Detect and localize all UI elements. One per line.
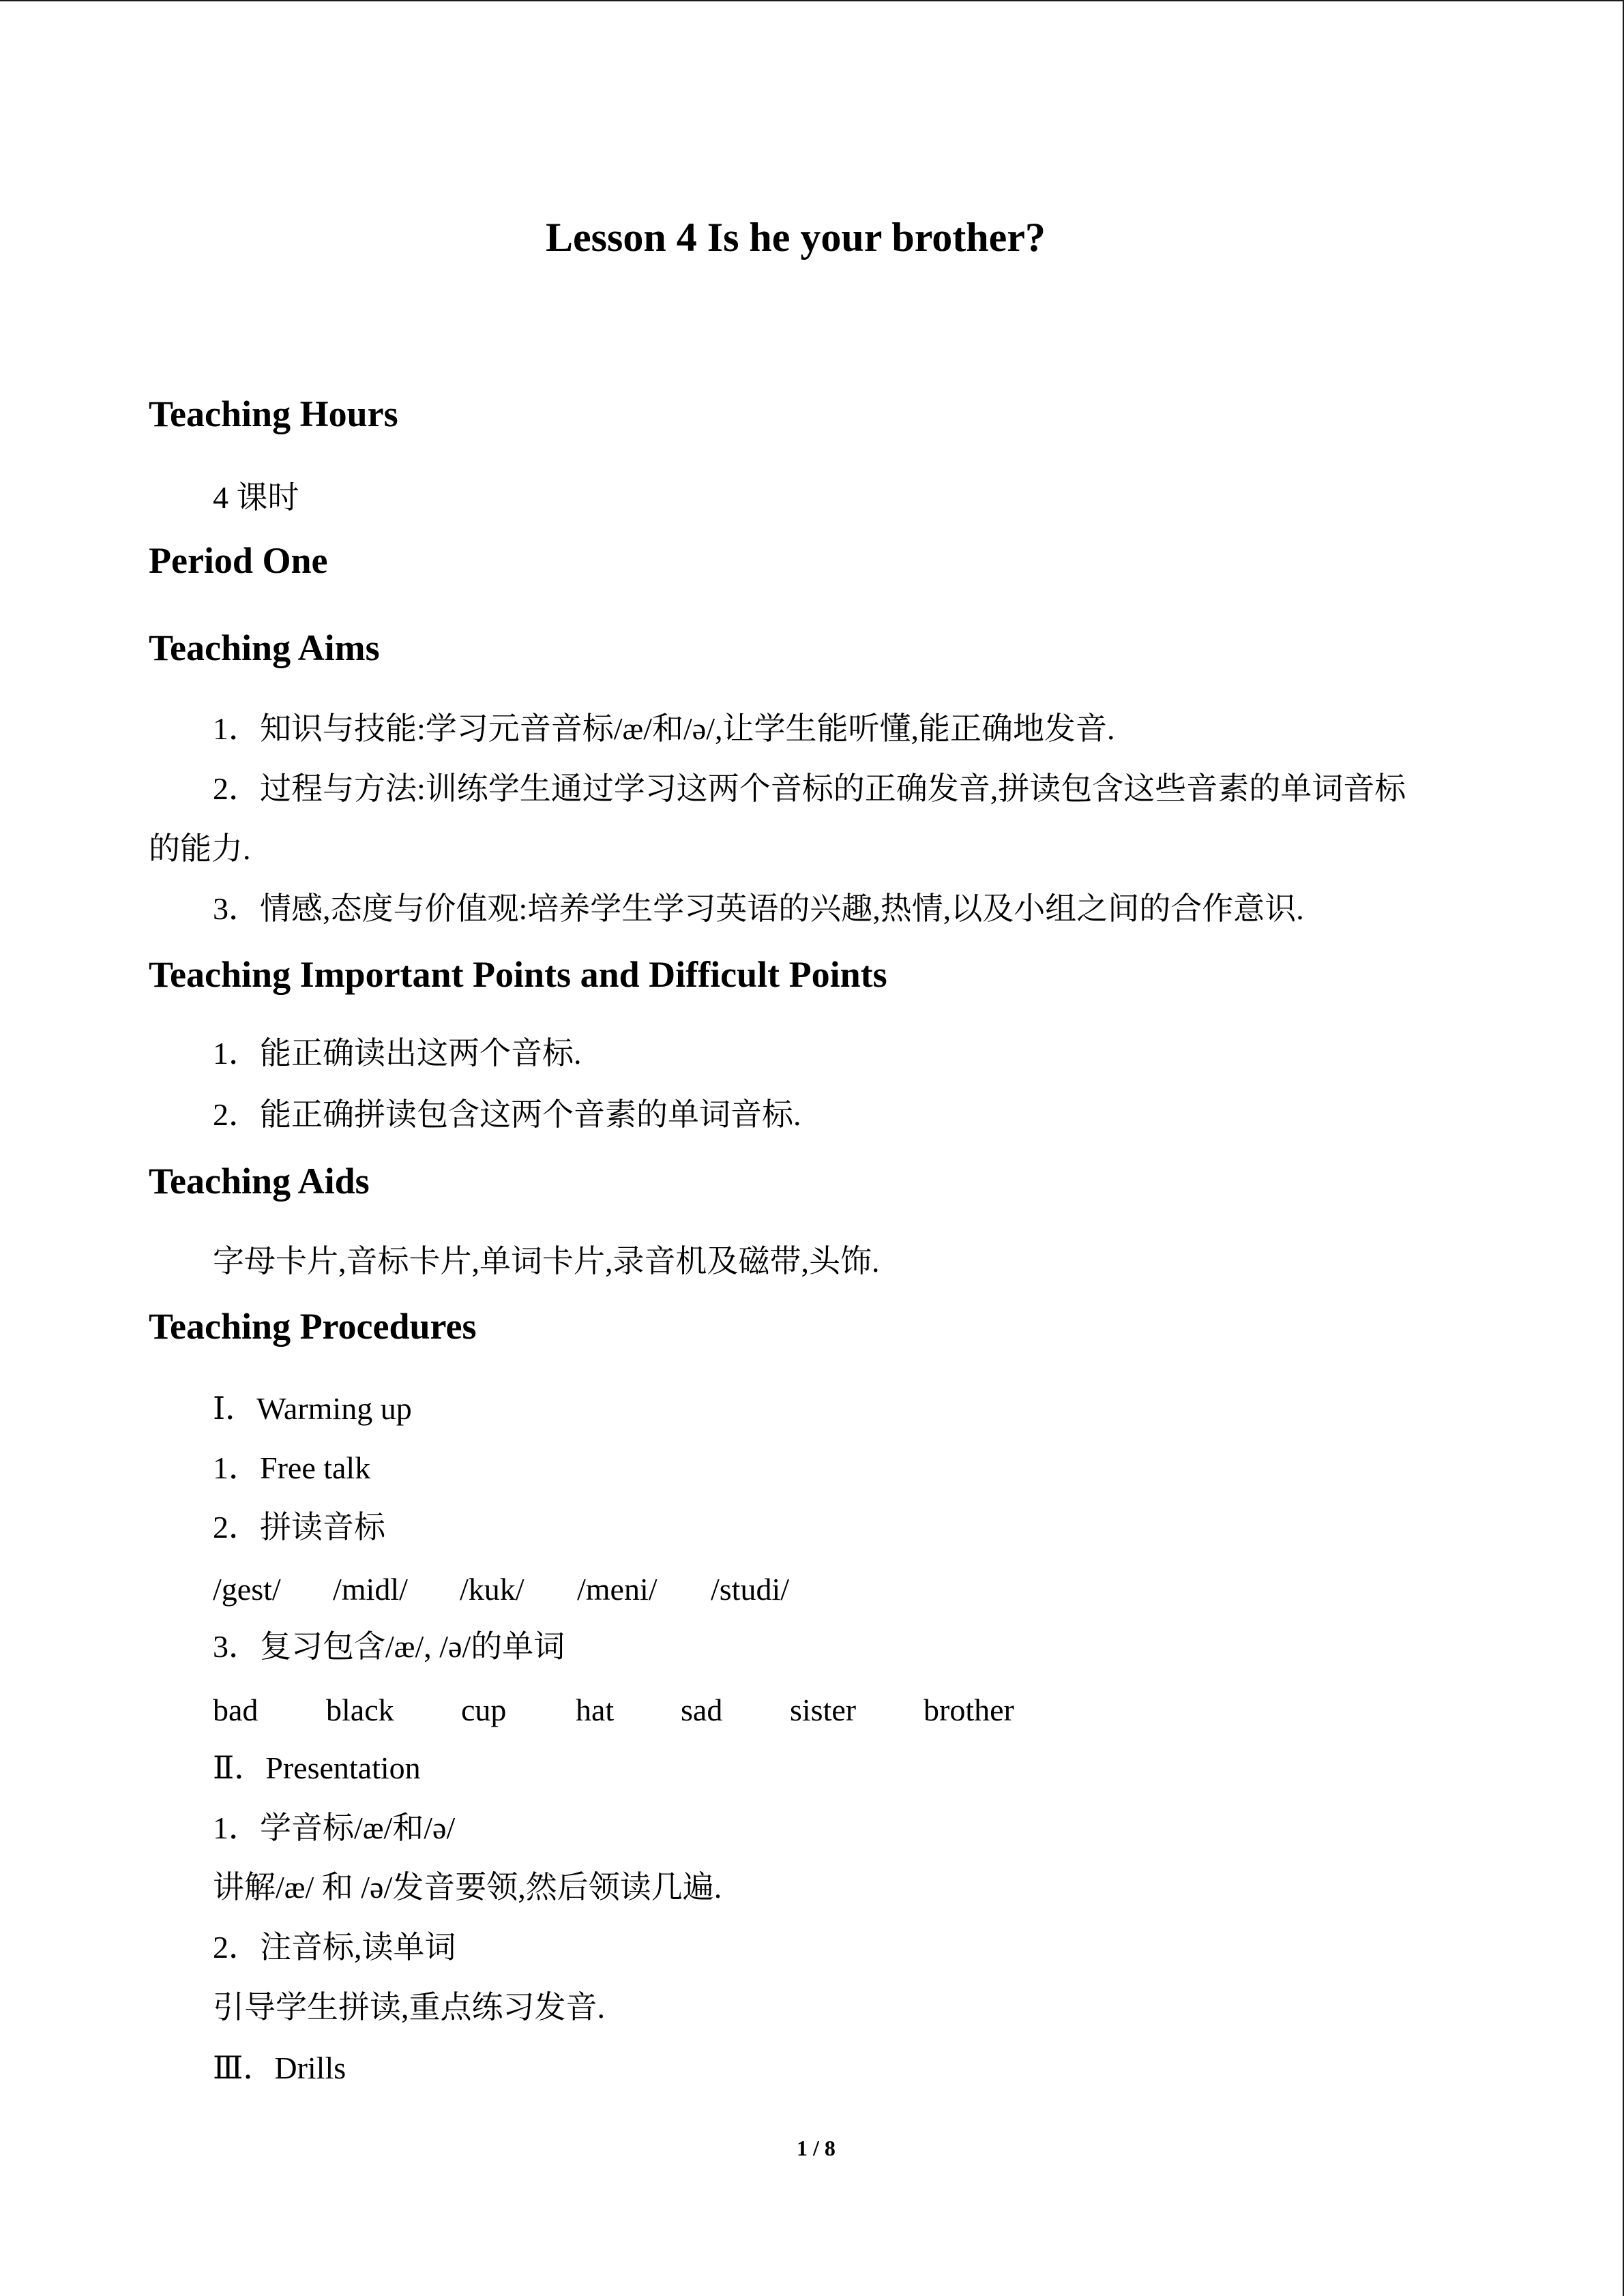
- page-border-top: [0, 0, 1624, 1]
- step-learn: 1．学音标/æ/和/ə/: [213, 1810, 456, 1845]
- step-mark: 2．注音标,读单词: [213, 1930, 456, 1965]
- document-title: Lesson 4 Is he your brother?: [546, 215, 1046, 260]
- word-item: cup: [461, 1693, 507, 1727]
- word-item: brother: [924, 1693, 1014, 1727]
- aim-2-continued: 的能力.: [149, 831, 251, 866]
- step-explain: 讲解/æ/ 和 /ə/发音要领,然后领读几遍.: [213, 1870, 722, 1905]
- word-item: hat: [576, 1693, 615, 1727]
- phonetic-item: /kuk/: [460, 1572, 525, 1607]
- step-presentation: Ⅱ．Presentation: [213, 1750, 421, 1785]
- step-warming-up: Ⅰ．Warming up: [213, 1391, 412, 1426]
- heading-important-points: Teaching Important Points and Difficult Points: [149, 954, 887, 995]
- aids-text: 字母卡片,音标卡片,单词卡片,录音机及磁带,头饰.: [213, 1244, 880, 1279]
- word-item: sad: [681, 1693, 723, 1727]
- aim-2: 2．过程与方法:训练学生通过学习这两个音标的正确发音,拼读包含这些音素的单词音标: [213, 771, 1406, 806]
- word-item: black: [326, 1693, 394, 1727]
- heading-period-one: Period One: [149, 540, 328, 581]
- hours-text: 4 课时: [213, 480, 299, 515]
- step-drills: Ⅲ．Drills: [213, 2051, 346, 2085]
- heading-teaching-hours: Teaching Hours: [149, 393, 398, 434]
- page-number: 1 / 8: [797, 2136, 836, 2160]
- step-guide: 引导学生拼读,重点练习发音.: [213, 1990, 605, 2025]
- step-review: 3．复习包含/æ/, /ə/的单词: [213, 1629, 565, 1664]
- aim-3: 3．情感,态度与价值观:培养学生学习英语的兴趣,热情,以及小组之间的合作意识.: [213, 891, 1304, 926]
- heading-teaching-procedures: Teaching Procedures: [149, 1306, 477, 1347]
- heading-teaching-aids: Teaching Aids: [149, 1161, 370, 1202]
- point-1: 1．能正确读出这两个音标.: [213, 1036, 582, 1071]
- step-spell: 2．拼读音标: [213, 1510, 385, 1545]
- aim-1: 1．知识与技能:学习元音音标/æ/和/ə/,让学生能听懂,能正确地发音.: [213, 711, 1115, 746]
- phonetic-item: /midl/: [333, 1572, 408, 1607]
- point-2: 2．能正确拼读包含这两个音素的单词音标.: [213, 1097, 801, 1132]
- phonetic-item: /studi/: [711, 1572, 790, 1607]
- step-free-talk: 1．Free talk: [213, 1450, 371, 1485]
- phonetic-item: /gest/: [213, 1572, 281, 1607]
- word-item: bad: [213, 1693, 259, 1727]
- heading-teaching-aims: Teaching Aims: [149, 627, 380, 668]
- word-item: sister: [790, 1693, 857, 1727]
- phonetic-item: /meni/: [577, 1572, 658, 1607]
